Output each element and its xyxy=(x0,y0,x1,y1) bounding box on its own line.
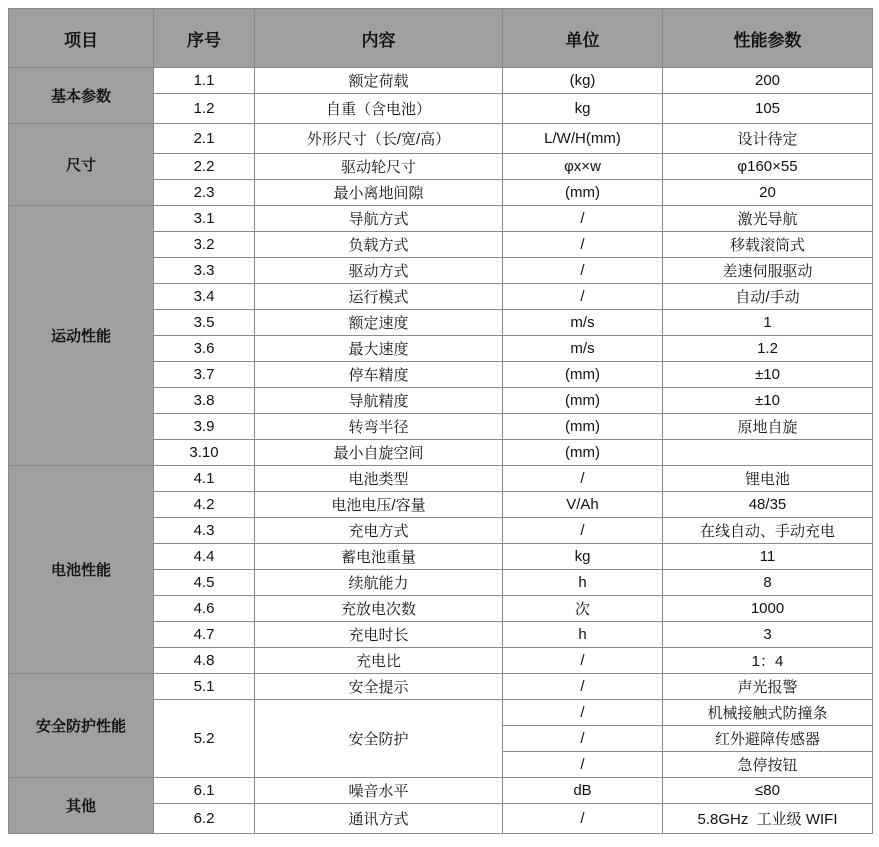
row-unit: / xyxy=(503,466,663,492)
row-number: 3.1 xyxy=(154,206,255,232)
row-value: 急停按钮 xyxy=(663,752,873,778)
row-unit: dB xyxy=(503,778,663,804)
row-value: 机械接触式防撞条 xyxy=(663,700,873,726)
table-row xyxy=(9,206,873,232)
row-content: 外形尺寸（长/宽/高） xyxy=(255,124,503,154)
row-unit: / xyxy=(503,726,663,752)
row-value xyxy=(663,440,873,466)
row-number: 4.4 xyxy=(154,544,255,570)
table-row xyxy=(9,674,873,700)
row-value: 原地自旋 xyxy=(663,414,873,440)
row-unit: φx×w xyxy=(503,154,663,180)
row-content: 导航方式 xyxy=(255,206,503,232)
row-number: 5.1 xyxy=(154,674,255,700)
row-number: 4.6 xyxy=(154,596,255,622)
row-content: 充电比 xyxy=(255,648,503,674)
row-unit: m/s xyxy=(503,336,663,362)
row-number: 3.10 xyxy=(154,440,255,466)
row-unit: / xyxy=(503,700,663,726)
row-value: ±10 xyxy=(663,362,873,388)
row-value: 差速伺服驱动 xyxy=(663,258,873,284)
row-unit: L/W/H(mm) xyxy=(503,124,663,154)
row-content: 通讯方式 xyxy=(255,804,503,834)
row-content: 额定荷载 xyxy=(255,68,503,94)
row-value: 在线自动、手动充电 xyxy=(663,518,873,544)
row-value: 1.2 xyxy=(663,336,873,362)
row-unit: (mm) xyxy=(503,440,663,466)
category-cell: 运动性能 xyxy=(9,206,154,466)
row-number: 3.6 xyxy=(154,336,255,362)
table-row xyxy=(9,466,873,492)
row-number: 4.2 xyxy=(154,492,255,518)
row-content: 驱动方式 xyxy=(255,258,503,284)
row-value: 红外避障传感器 xyxy=(663,726,873,752)
row-value: 8 xyxy=(663,570,873,596)
row-content: 导航精度 xyxy=(255,388,503,414)
row-unit: / xyxy=(503,648,663,674)
row-unit: kg xyxy=(503,94,663,124)
row-number: 6.1 xyxy=(154,778,255,804)
row-value: 200 xyxy=(663,68,873,94)
row-unit: / xyxy=(503,674,663,700)
row-unit: (mm) xyxy=(503,388,663,414)
row-unit: / xyxy=(503,804,663,834)
row-value: 5.8GHz 工业级 WIFI xyxy=(663,804,873,834)
row-value: ±10 xyxy=(663,388,873,414)
row-value: 设计待定 xyxy=(663,124,873,154)
row-number: 3.3 xyxy=(154,258,255,284)
row-content: 蓄电池重量 xyxy=(255,544,503,570)
row-number: 2.1 xyxy=(154,124,255,154)
row-number: 4.3 xyxy=(154,518,255,544)
row-value: 3 xyxy=(663,622,873,648)
row-content: 充电时长 xyxy=(255,622,503,648)
row-unit: / xyxy=(503,258,663,284)
row-content: 安全提示 xyxy=(255,674,503,700)
row-content: 驱动轮尺寸 xyxy=(255,154,503,180)
row-number: 2.3 xyxy=(154,180,255,206)
category-cell: 电池性能 xyxy=(9,466,154,674)
row-number: 4.7 xyxy=(154,622,255,648)
header-unit: 单位 xyxy=(503,9,663,68)
header-content: 内容 xyxy=(255,9,503,68)
row-unit: 次 xyxy=(503,596,663,622)
row-number: 2.2 xyxy=(154,154,255,180)
row-content: 转弯半径 xyxy=(255,414,503,440)
row-unit: / xyxy=(503,284,663,310)
table-row xyxy=(9,124,873,154)
row-value: 移载滚筒式 xyxy=(663,232,873,258)
category-cell: 安全防护性能 xyxy=(9,674,154,778)
row-content: 最大速度 xyxy=(255,336,503,362)
row-value: 自动/手动 xyxy=(663,284,873,310)
row-unit: (mm) xyxy=(503,180,663,206)
row-number: 3.2 xyxy=(154,232,255,258)
spec-table xyxy=(8,8,873,834)
header-number: 序号 xyxy=(154,9,255,68)
row-number: 1.1 xyxy=(154,68,255,94)
row-content: 最小自旋空间 xyxy=(255,440,503,466)
row-value: 声光报警 xyxy=(663,674,873,700)
row-unit: / xyxy=(503,206,663,232)
row-value: 锂电池 xyxy=(663,466,873,492)
row-unit: h xyxy=(503,622,663,648)
row-number: 5.2 xyxy=(154,700,255,778)
row-number: 3.7 xyxy=(154,362,255,388)
row-number: 4.8 xyxy=(154,648,255,674)
row-number: 4.1 xyxy=(154,466,255,492)
row-unit: (mm) xyxy=(503,362,663,388)
row-number: 3.8 xyxy=(154,388,255,414)
category-cell: 其他 xyxy=(9,778,154,834)
row-content: 停车精度 xyxy=(255,362,503,388)
row-number: 6.2 xyxy=(154,804,255,834)
row-value: 1000 xyxy=(663,596,873,622)
header-value: 性能参数 xyxy=(663,9,873,68)
row-content: 电池电压/容量 xyxy=(255,492,503,518)
row-number: 3.5 xyxy=(154,310,255,336)
row-content: 续航能力 xyxy=(255,570,503,596)
row-number: 1.2 xyxy=(154,94,255,124)
row-unit: / xyxy=(503,232,663,258)
row-unit: m/s xyxy=(503,310,663,336)
row-value: 48/35 xyxy=(663,492,873,518)
table-row xyxy=(9,68,873,94)
row-unit: h xyxy=(503,570,663,596)
row-value: ≤80 xyxy=(663,778,873,804)
row-content: 噪音水平 xyxy=(255,778,503,804)
row-unit: / xyxy=(503,752,663,778)
category-cell: 尺寸 xyxy=(9,124,154,206)
table-row xyxy=(9,778,873,804)
row-value: 1：4 xyxy=(663,648,873,674)
row-value: 激光导航 xyxy=(663,206,873,232)
row-content: 电池类型 xyxy=(255,466,503,492)
row-unit: kg xyxy=(503,544,663,570)
row-content: 充放电次数 xyxy=(255,596,503,622)
row-content: 安全防护 xyxy=(255,700,503,778)
row-number: 3.4 xyxy=(154,284,255,310)
row-value: 1 xyxy=(663,310,873,336)
row-unit: (mm) xyxy=(503,414,663,440)
row-content: 自重（含电池） xyxy=(255,94,503,124)
header-row xyxy=(9,9,873,68)
category-cell: 基本参数 xyxy=(9,68,154,124)
row-content: 运行模式 xyxy=(255,284,503,310)
row-content: 最小离地间隙 xyxy=(255,180,503,206)
row-value: 11 xyxy=(663,544,873,570)
row-number: 3.9 xyxy=(154,414,255,440)
row-content: 负载方式 xyxy=(255,232,503,258)
row-unit: (kg) xyxy=(503,68,663,94)
row-unit: / xyxy=(503,518,663,544)
header-item: 项目 xyxy=(9,9,154,68)
row-content: 充电方式 xyxy=(255,518,503,544)
row-number: 4.5 xyxy=(154,570,255,596)
row-content: 额定速度 xyxy=(255,310,503,336)
row-value: 20 xyxy=(663,180,873,206)
row-unit: V/Ah xyxy=(503,492,663,518)
row-value: 105 xyxy=(663,94,873,124)
row-value: φ160×55 xyxy=(663,154,873,180)
